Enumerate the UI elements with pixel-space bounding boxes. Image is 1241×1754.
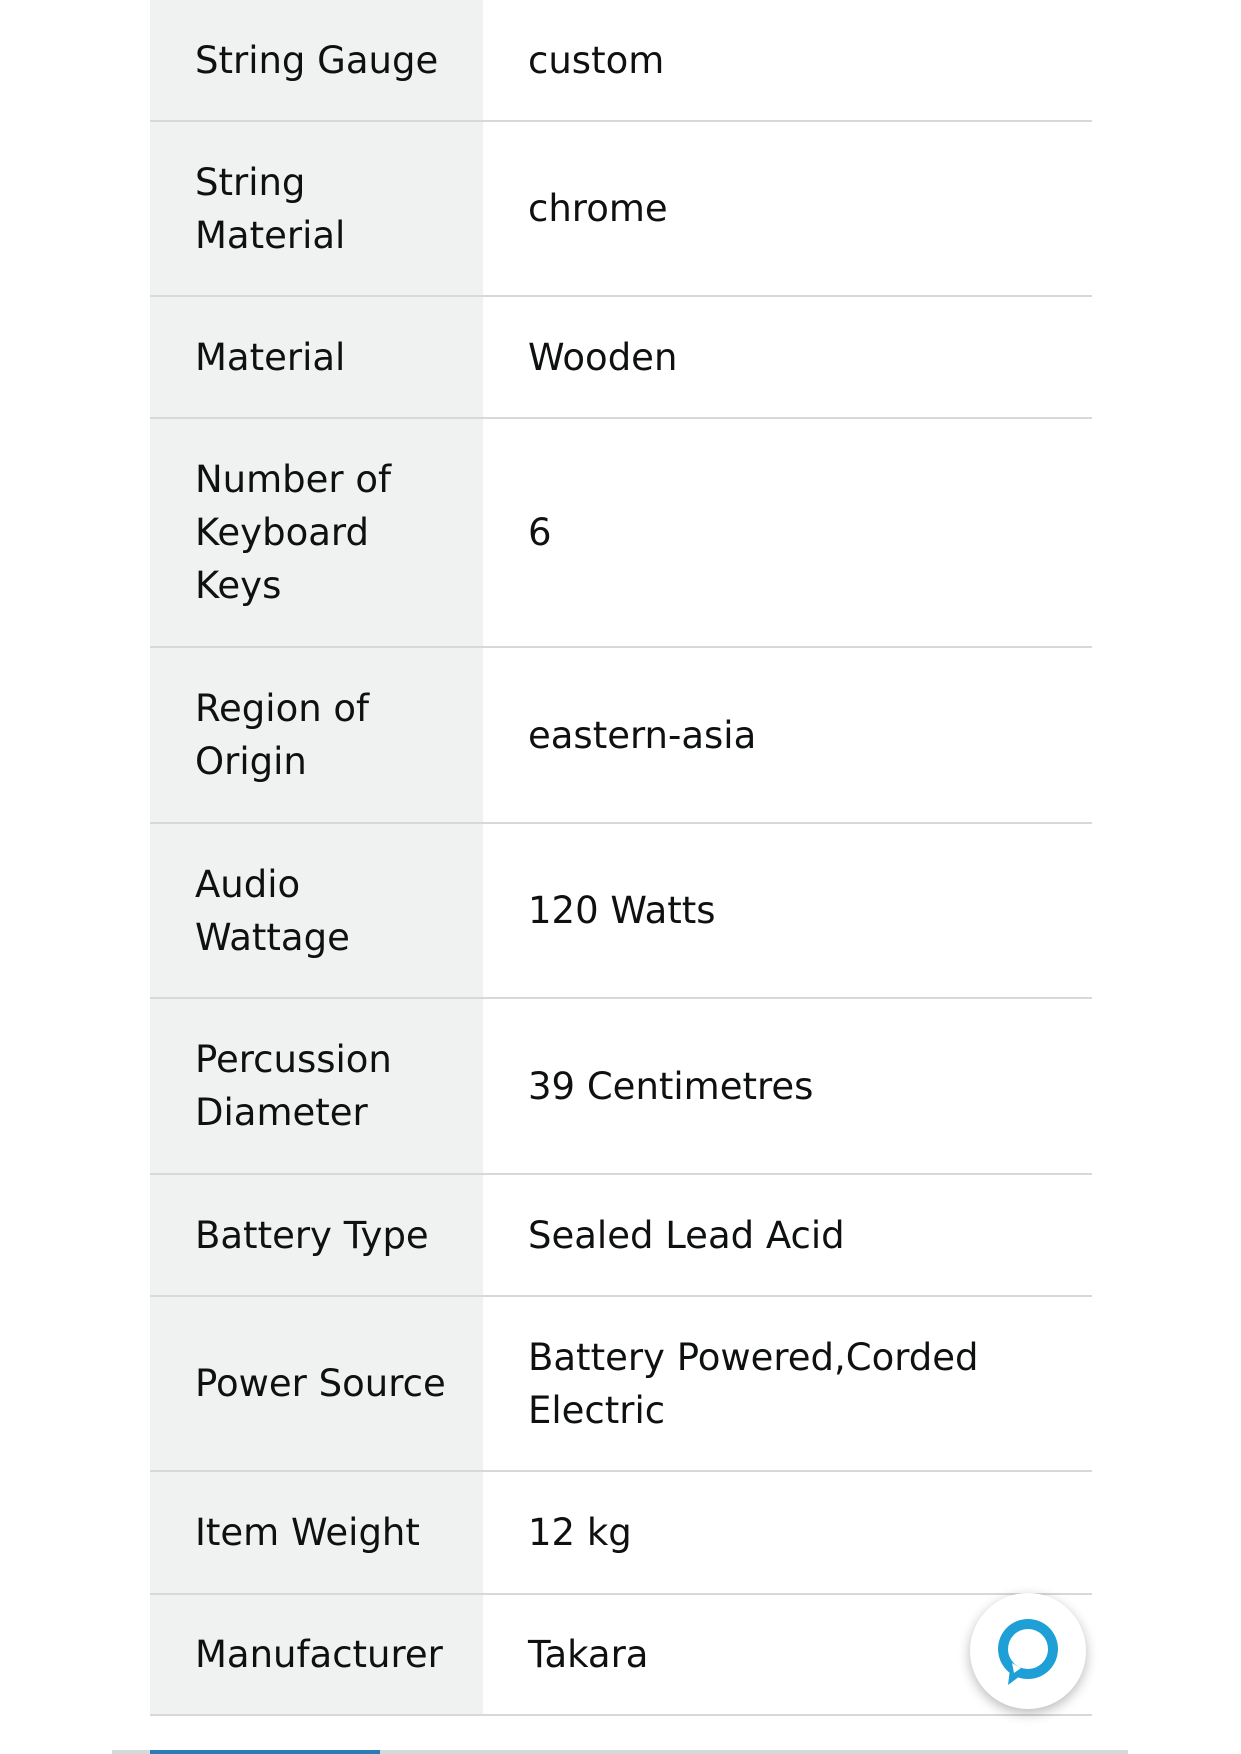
spec-label: String Material xyxy=(150,121,483,296)
spec-label: Battery Type xyxy=(150,1174,483,1296)
active-tab-indicator xyxy=(150,1750,380,1754)
spec-label: Percussion Diameter xyxy=(150,998,483,1174)
spec-row-region-of-origin xyxy=(150,647,1092,823)
spec-value: Wooden xyxy=(483,296,1092,418)
spec-value: 12 kg xyxy=(483,1471,1092,1594)
spec-value: Battery Powered,Corded Electric xyxy=(483,1296,1092,1471)
alexa-icon xyxy=(988,1611,1068,1691)
alexa-button[interactable] xyxy=(970,1593,1086,1709)
spec-row-keyboard-keys xyxy=(150,418,1092,647)
spec-row-battery-type xyxy=(150,1174,1092,1296)
spec-value: chrome xyxy=(483,121,1092,296)
spec-value: Takara xyxy=(483,1594,1092,1715)
spec-label: Material xyxy=(150,296,483,418)
spec-label: Region of Origin xyxy=(150,647,483,823)
spec-row-item-weight xyxy=(150,1471,1092,1594)
spec-label: String Gauge xyxy=(150,0,483,121)
spec-label: Manufacturer xyxy=(150,1594,483,1715)
spec-value: 120 Watts xyxy=(483,823,1092,998)
bottom-tab-bar xyxy=(112,1750,1128,1754)
spec-value: 6 xyxy=(483,418,1092,647)
spec-row-audio-wattage xyxy=(150,823,1092,998)
spec-row-string-material xyxy=(150,121,1092,296)
spec-row-material xyxy=(150,296,1092,418)
product-specs-table xyxy=(150,0,1092,1716)
spec-value: 39 Centimetres xyxy=(483,998,1092,1174)
spec-row-string-gauge xyxy=(150,0,1092,121)
spec-value: eastern-asia xyxy=(483,647,1092,823)
spec-row-power-source xyxy=(150,1296,1092,1471)
spec-label: Item Weight xyxy=(150,1471,483,1594)
spec-label: Audio Wattage xyxy=(150,823,483,998)
spec-label: Power Source xyxy=(150,1296,483,1471)
spec-row-percussion-diameter xyxy=(150,998,1092,1174)
spec-label: Number of Keyboard Keys xyxy=(150,418,483,647)
spec-value: Sealed Lead Acid xyxy=(483,1174,1092,1296)
spec-row-manufacturer xyxy=(150,1594,1092,1715)
spec-value: custom xyxy=(483,0,1092,121)
